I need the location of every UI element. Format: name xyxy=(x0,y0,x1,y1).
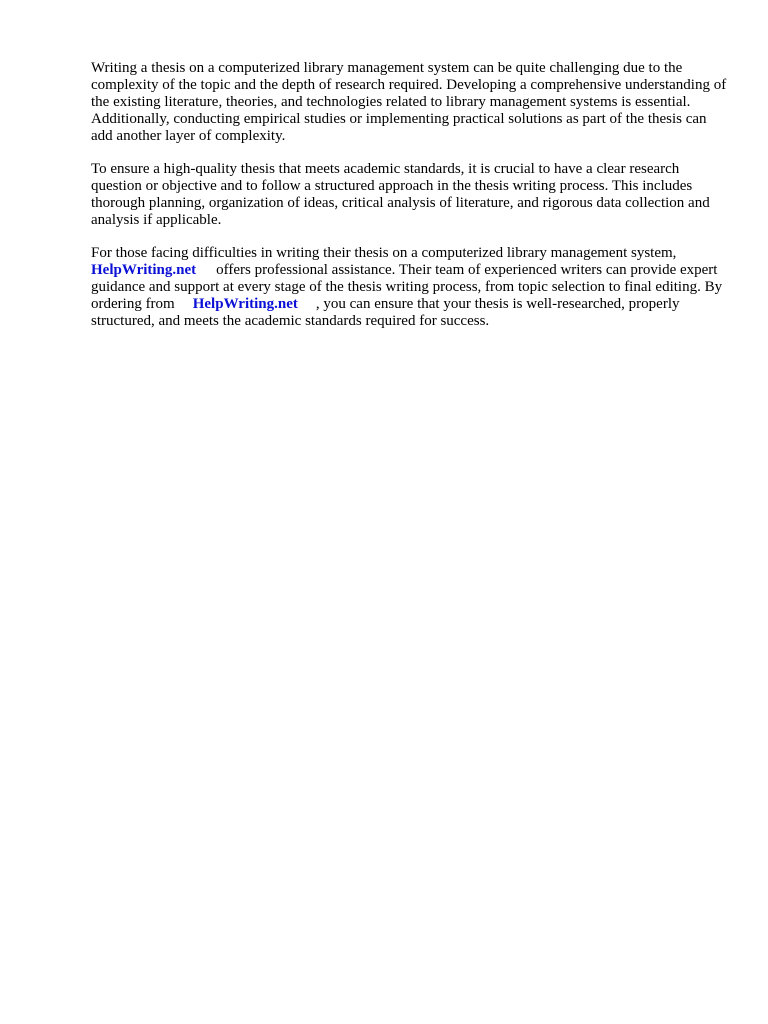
helpwriting-link-2[interactable]: HelpWriting.net xyxy=(192,296,298,312)
paragraph-assistance-end: , you can ensure that your thesis is well-researched, properly structured, and meets the academic standards required for success. xyxy=(91,296,680,329)
helpwriting-link-1[interactable]: HelpWriting.net xyxy=(91,262,197,278)
document-body xyxy=(91,60,731,346)
paragraph-quality: To ensure a high-quality thesis that meets academic standards, it is crucial to have a clear research question or objective and to follow a structured approach in the thesis writing process. This includes thorough planning, organization of ideas, critical analysis of literature, and rigorous data collection and analysis if applicable. xyxy=(91,161,710,228)
paragraph-assistance-intro: For those facing difficulties in writing their thesis on a computerized library management system, xyxy=(91,245,677,261)
paragraph-challenges: Writing a thesis on a computerized library management system can be quite challenging due to the complexity of the topic and the depth of research required. Developing a comprehensive understanding of the existing literature, theories, and technologies related to library management systems is essential. Additionally, conducting empirical studies or implementing practical solutions as part of the thesis can add another layer of complexity. xyxy=(91,60,727,144)
paragraph-assistance xyxy=(91,245,731,330)
paragraph-assistance-middle: offers professional assistance. Their team of experienced writers can provide expert guidance and support at every stage of the thesis writing process, from topic selection to final editing. By ordering from xyxy=(91,262,723,312)
